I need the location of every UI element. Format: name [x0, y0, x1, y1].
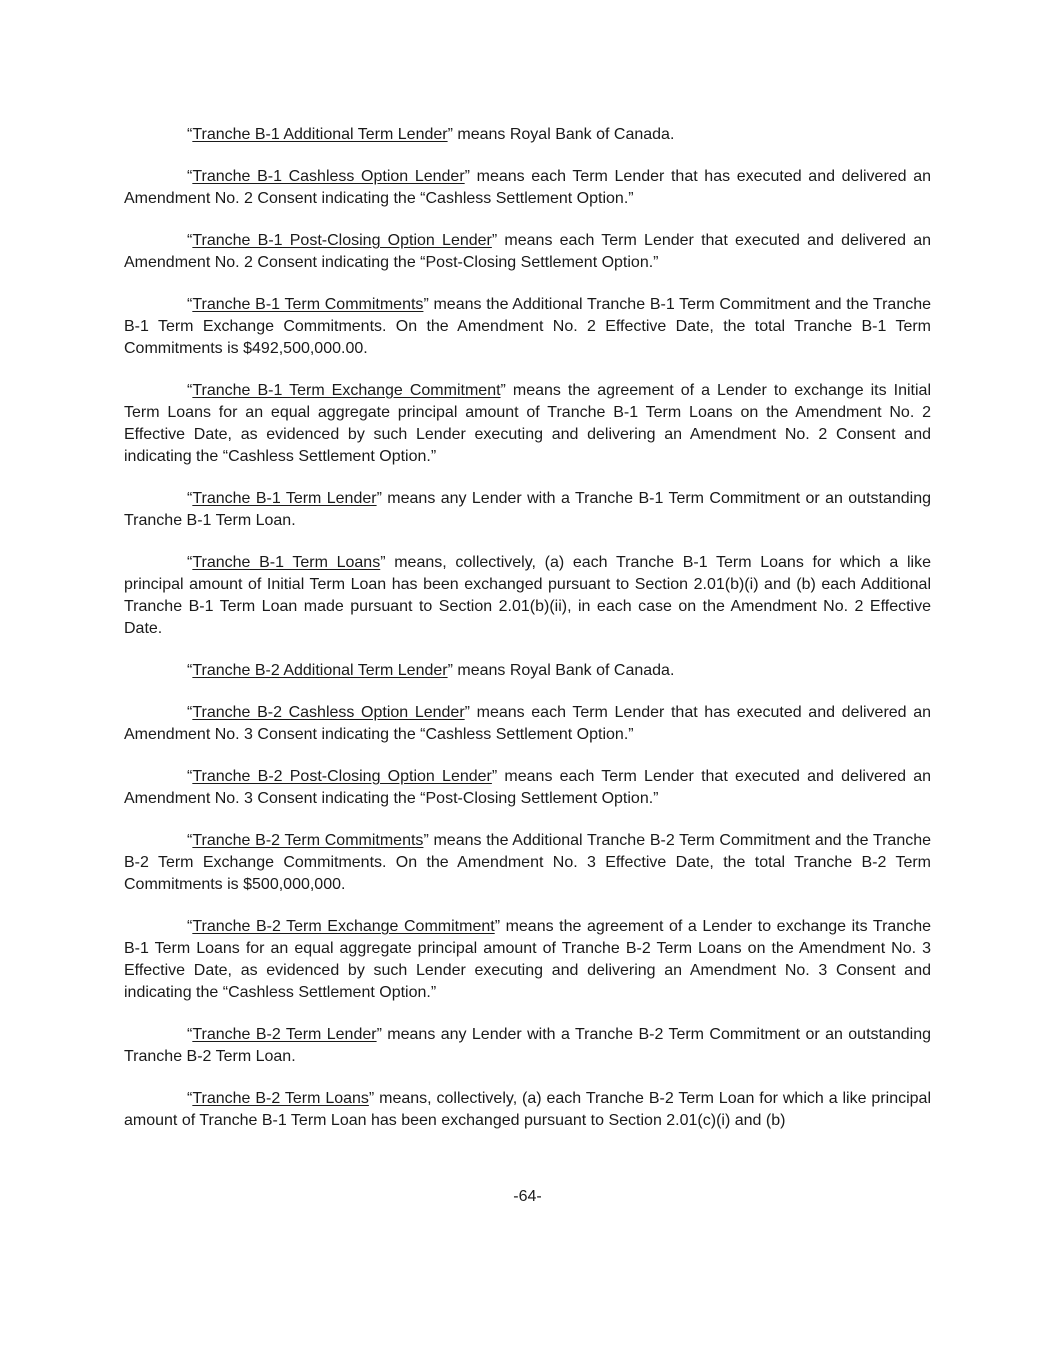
definition-text: means the Additional Tranche B-2 Term Commitment and the Tranche B-2 Term Exchange Commitments. On the Amendment No. 3 Effective Date, the total Tranche B-2 Term Commitments is $500,000,000.: [124, 832, 932, 893]
definition-text: means any Lender with a Tranche B-1 Term Commitment or an outstanding Tranche B-1 Term Loan.: [124, 490, 932, 529]
defined-term: Tranche B-1 Additional Term Lender: [192, 126, 448, 143]
definition-tranche-b1-term-lender: “Tranche B-1 Term Lender” means any Lender with a Tranche B-1 Term Commitment or an outstanding Tranche B-1 Term Loan.: [124, 490, 932, 529]
definition-tranche-b1-term-commitments: “Tranche B-1 Term Commitments” means the Additional Tranche B-1 Term Commitment and the Tranche B-1 Term Exchange Commitments. On the Amendment No. 2 Effective Date, the total Tranche B-1 Term Commitments is $492,500,000.00.: [124, 296, 932, 357]
defined-term: Tranche B-2 Cashless Option Lender: [192, 704, 465, 721]
definition-text: means the agreement of a Lender to exchange its Initial Term Loans for an equal aggregate principal amount of Tranche B-1 Term Loans on the Amendment No. 2 Effective Date, as evidenced by such Lender executing and delivering an Amendment No. 2 Consent and indicating the “Cashless Settlement Option.”: [124, 382, 931, 465]
definition-tranche-b2-term-lender: “Tranche B-2 Term Lender” means any Lender with a Tranche B-2 Term Commitment or an outstanding Tranche B-2 Term Loan.: [124, 1026, 932, 1065]
defined-term: Tranche B-1 Term Exchange Commitment: [192, 382, 501, 399]
definition-text: means the Additional Tranche B-1 Term Commitment and the Tranche B-1 Term Exchange Commitments. On the Amendment No. 2 Effective Date, the total Tranche B-1 Term Commitments is $492,500,000.00.: [124, 296, 932, 357]
defined-term: Tranche B-2 Term Exchange Commitment: [192, 918, 495, 935]
definition-text: means Royal Bank of Canada.: [452, 126, 675, 143]
document-page: [124, 124, 931, 1152]
defined-term: Tranche B-2 Term Commitments: [192, 832, 424, 849]
defined-term: Tranche B-2 Term Loans: [192, 1090, 369, 1107]
definition-tranche-b1-post-closing-option-lender: “Tranche B-1 Post-Closing Option Lender” means each Term Lender that executed and delivered an Amendment No. 2 Consent indicating the “Post-Closing Settlement Option.”: [124, 232, 932, 271]
definition-tranche-b2-cashless-option-lender: “Tranche B-2 Cashless Option Lender” means each Term Lender that has executed and delivered an Amendment No. 3 Consent indicating the “Cashless Settlement Option.”: [124, 704, 932, 743]
definition-text: means each Term Lender that executed and delivered an Amendment No. 2 Consent indicating the “Post-Closing Settlement Option.”: [124, 232, 932, 271]
defined-term: Tranche B-1 Cashless Option Lender: [192, 168, 465, 185]
defined-term: Tranche B-2 Post-Closing Option Lender: [192, 768, 492, 785]
definition-text: means, collectively, (a) each Tranche B-2 Term Loan for which a like principal amount of Tranche B-1 Term Loan has been exchanged pursuant to Section 2.01(c)(i) and (b): [124, 1090, 931, 1129]
definition-text: means Royal Bank of Canada.: [452, 662, 675, 679]
defined-term: Tranche B-1 Post-Closing Option Lender: [192, 232, 492, 249]
definition-tranche-b2-additional-term-lender: “Tranche B-2 Additional Term Lender” means Royal Bank of Canada.: [187, 662, 675, 679]
definition-text: means each Term Lender that has executed and delivered an Amendment No. 3 Consent indicating the “Cashless Settlement Option.”: [124, 704, 932, 743]
definition-tranche-b1-cashless-option-lender: “Tranche B-1 Cashless Option Lender” means each Term Lender that has executed and delivered an Amendment No. 2 Consent indicating the “Cashless Settlement Option.”: [124, 168, 932, 207]
definition-tranche-b2-term-exchange-commitment: “Tranche B-2 Term Exchange Commitment” means the agreement of a Lender to exchange its Tranche B-1 Term Loans for an equal aggregate principal amount of Tranche B-2 Term Loans on the Amendment No. 3 Effective Date, as evidenced by such Lender executing and delivering an Amendment No. 3 Consent and indicating the “Cashless Settlement Option.”: [124, 918, 931, 1001]
defined-term: Tranche B-2 Additional Term Lender: [192, 662, 448, 679]
definition-text: means each Term Lender that has executed and delivered an Amendment No. 2 Consent indicating the “Cashless Settlement Option.”: [124, 168, 932, 207]
definition-text: means any Lender with a Tranche B-2 Term Commitment or an outstanding Tranche B-2 Term Loan.: [124, 1026, 932, 1065]
defined-term: Tranche B-1 Term Lender: [192, 490, 377, 507]
definition-text: means the agreement of a Lender to exchange its Tranche B-1 Term Loans for an equal aggregate principal amount of Tranche B-2 Term Loans on the Amendment No. 3 Effective Date, as evidenced by such Lender executing and delivering an Amendment No. 3 Consent and indicating the “Cashless Settlement Option.”: [124, 918, 931, 1001]
defined-term: Tranche B-1 Term Loans: [192, 554, 381, 571]
definition-tranche-b1-additional-term-lender: “Tranche B-1 Additional Term Lender” means Royal Bank of Canada.: [187, 126, 675, 143]
definition-text: means each Term Lender that executed and delivered an Amendment No. 3 Consent indicating the “Post-Closing Settlement Option.”: [124, 768, 932, 807]
definition-text: means, collectively, (a) each Tranche B-1 Term Loans for which a like principal amount of Initial Term Loan has been exchanged pursuant to Section 2.01(b)(i) and (b) each Additional Tranche B-1 Term Loan made pursuant to Section 2.01(b)(ii), in each case on the Amendment No. 2 Effective Date.: [124, 554, 932, 637]
definition-tranche-b1-term-loans: “Tranche B-1 Term Loans” means, collectively, (a) each Tranche B-1 Term Loans for which a like principal amount of Initial Term Loan has been exchanged pursuant to Section 2.01(b)(i) and (b) each Additional Tranche B-1 Term Loan made pursuant to Section 2.01(b)(ii), in each case on the Amendment No. 2 Effective Date.: [124, 554, 932, 637]
definition-tranche-b2-term-loans: “Tranche B-2 Term Loans” means, collectively, (a) each Tranche B-2 Term Loan for which a like principal amount of Tranche B-1 Term Loan has been exchanged pursuant to Section 2.01(c)(i) and (b): [124, 1090, 931, 1129]
defined-term: Tranche B-2 Term Lender: [192, 1026, 377, 1043]
definition-tranche-b1-term-exchange-commitment: “Tranche B-1 Term Exchange Commitment” means the agreement of a Lender to exchange its Initial Term Loans for an equal aggregate principal amount of Tranche B-1 Term Loans on the Amendment No. 2 Effective Date, as evidenced by such Lender executing and delivering an Amendment No. 2 Consent and indicating the “Cashless Settlement Option.”: [124, 382, 931, 465]
page-number: -64-: [513, 1188, 542, 1205]
definition-tranche-b2-term-commitments: “Tranche B-2 Term Commitments” means the Additional Tranche B-2 Term Commitment and the Tranche B-2 Term Exchange Commitments. On the Amendment No. 3 Effective Date, the total Tranche B-2 Term Commitments is $500,000,000.: [124, 832, 932, 893]
definition-tranche-b2-post-closing-option-lender: “Tranche B-2 Post-Closing Option Lender” means each Term Lender that executed and delivered an Amendment No. 3 Consent indicating the “Post-Closing Settlement Option.”: [124, 768, 932, 807]
defined-term: Tranche B-1 Term Commitments: [192, 296, 424, 313]
